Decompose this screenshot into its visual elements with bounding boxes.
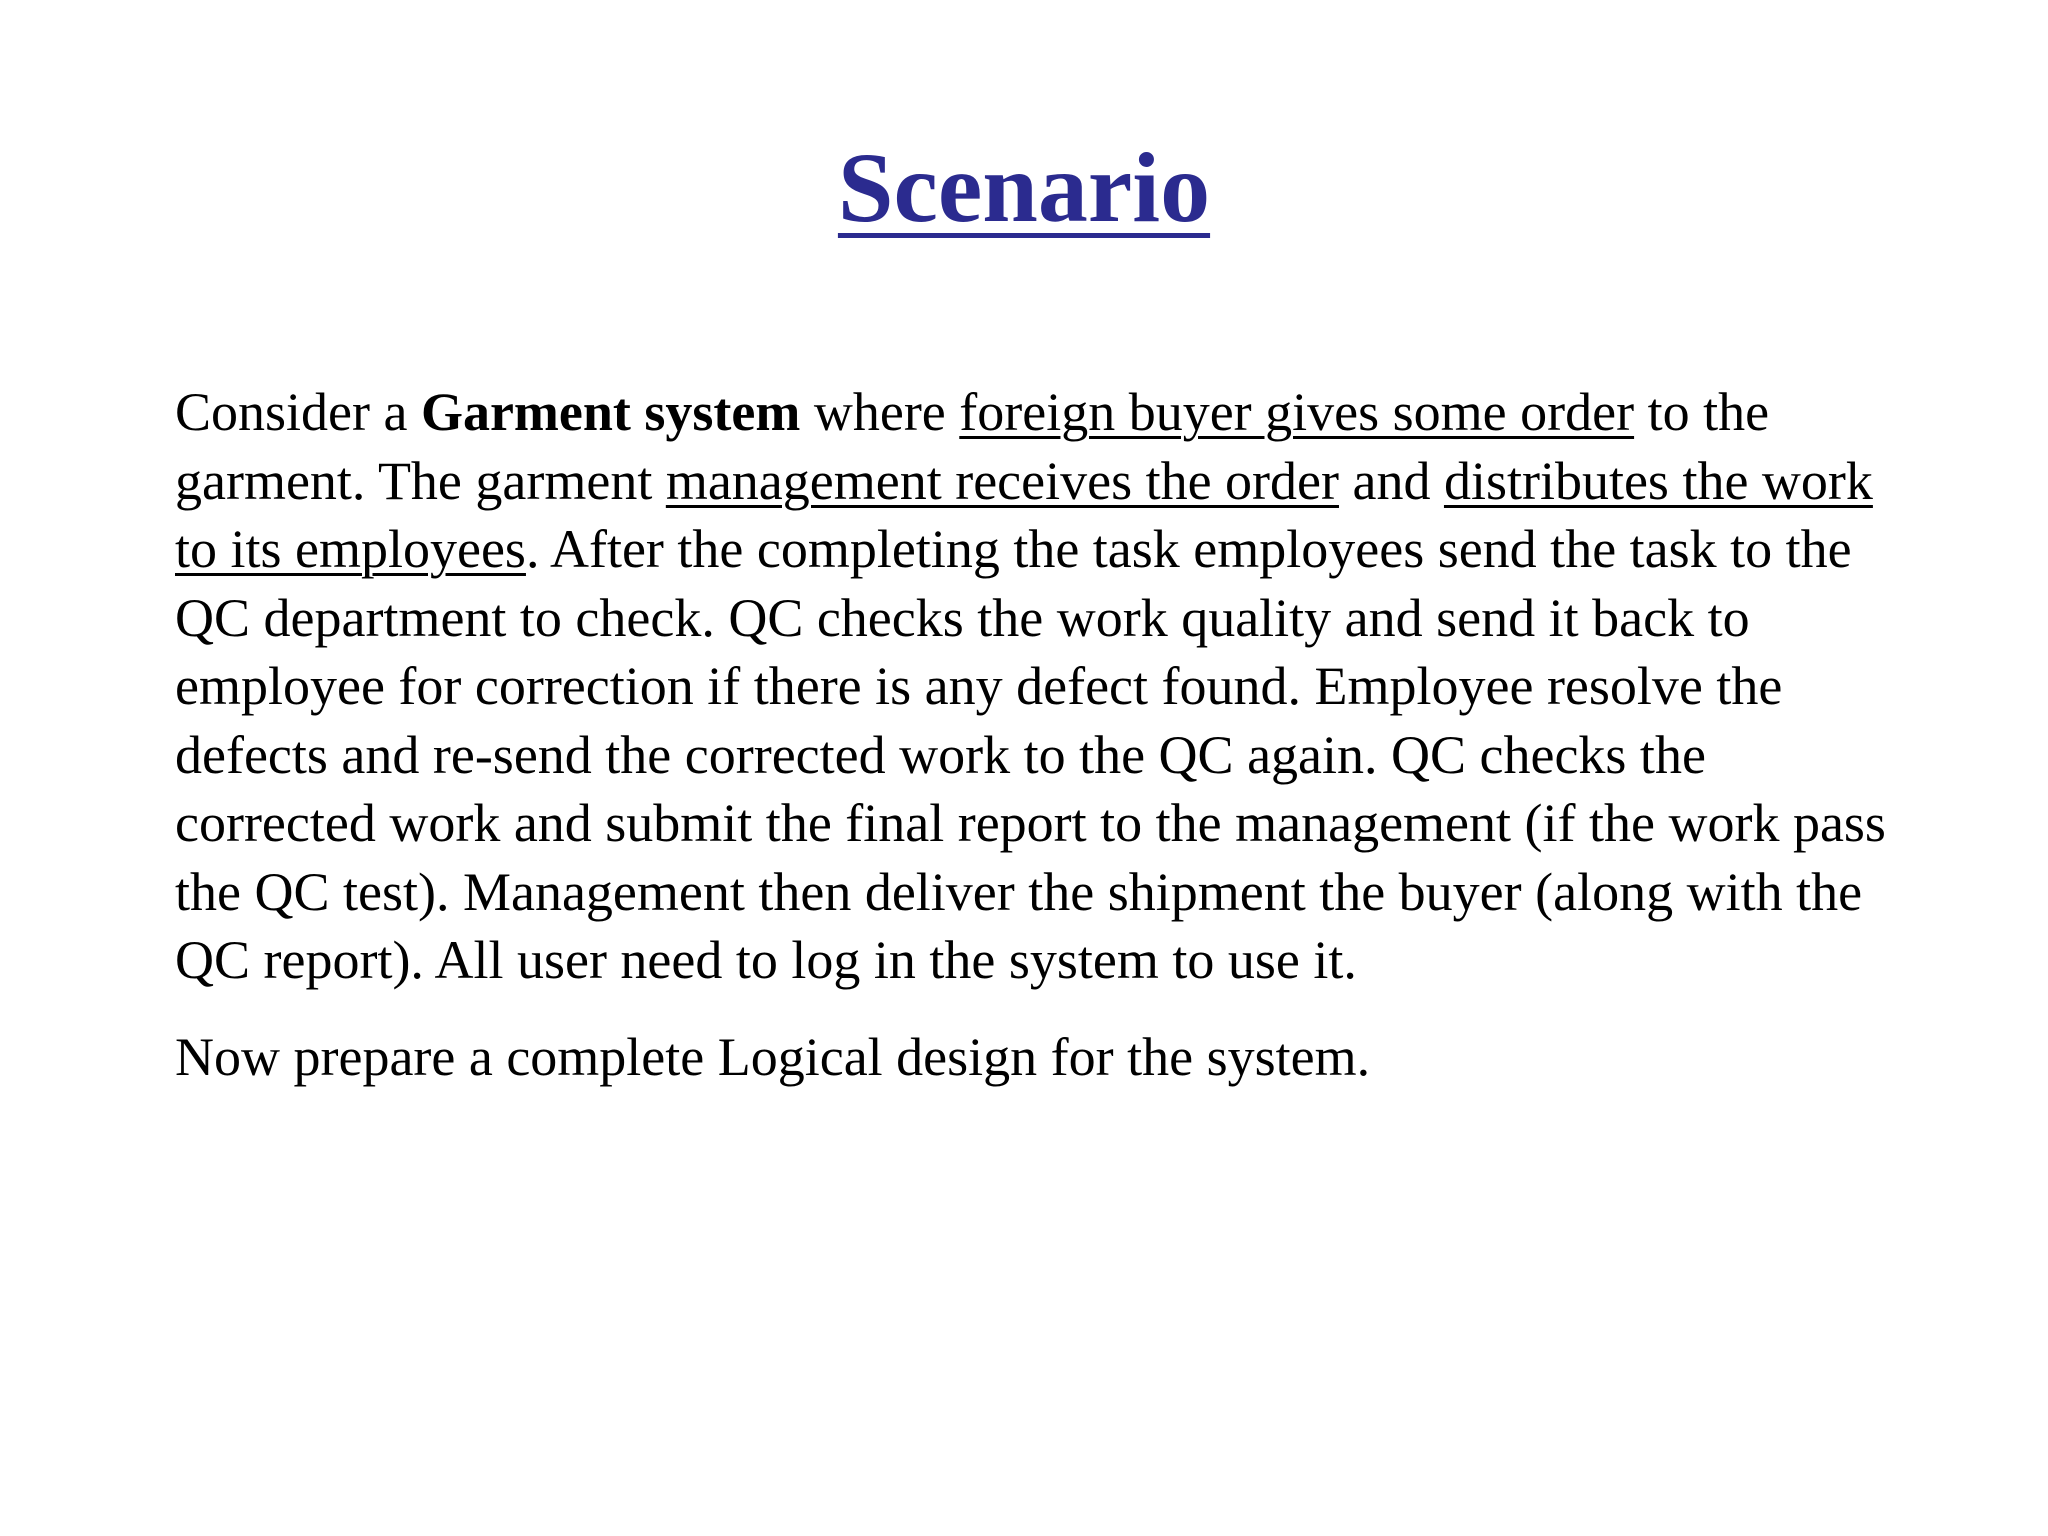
underlined-phrase-distributes-work: distributes the work to its employees <box>175 450 1873 579</box>
slide-title: Scenario <box>837 132 1211 243</box>
underlined-phrase-buyer-order: foreign buyer gives some order <box>959 382 1635 442</box>
slide-body <box>175 378 1895 1091</box>
text-segment: . After the completing the task employees send the task to the QC department to check. QC checks the work quality and send it back to employee for correction if there is any defect found. Employee resolve the defects and re-send the corrected work to the QC again. QC checks the corrected work and submit the final report to the management (if the work pass the QC test). Management then deliver the shipment the buyer (along with the QC report). All user need to log in the system to use it. <box>175 519 1886 990</box>
text-segment: Consider a <box>175 382 421 442</box>
scenario-paragraph <box>175 378 1895 995</box>
instruction-paragraph: Now prepare a complete Logical design for the system. <box>175 1026 1371 1087</box>
bold-term-garment-system: Garment system <box>420 382 801 442</box>
text-segment: where <box>800 382 960 442</box>
underlined-phrase-management-receives: management receives the order <box>665 450 1339 511</box>
text-segment: to the garment. The garment <box>175 382 1770 511</box>
text-segment: and <box>1338 450 1444 511</box>
